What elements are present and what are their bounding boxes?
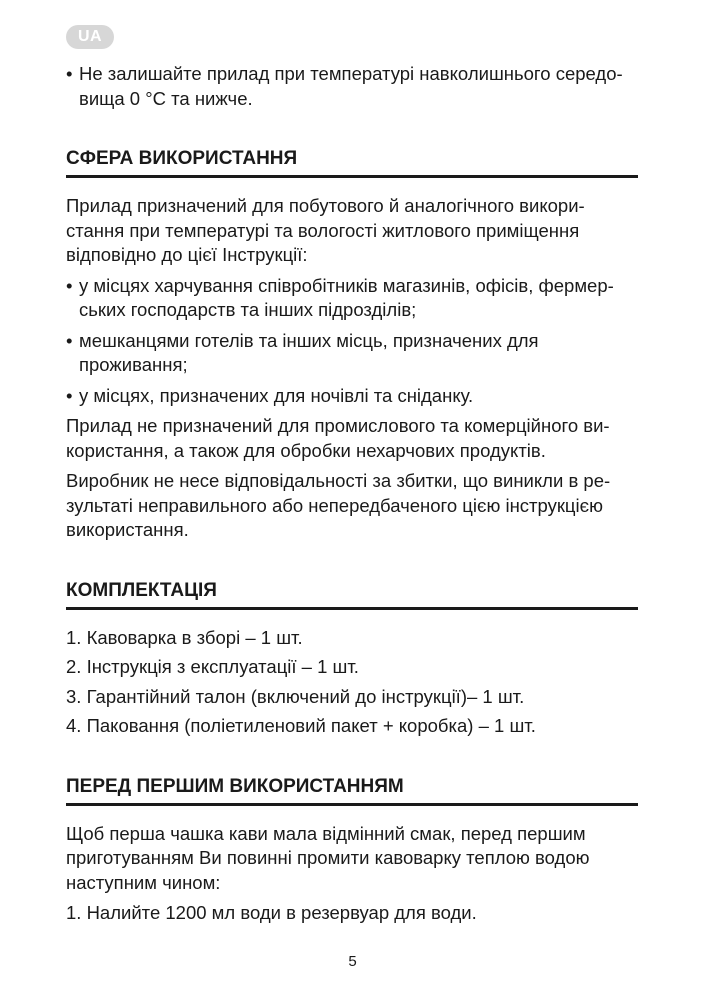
section-title-usage: СФЕРА ВИКОРИСТАННЯ: [66, 147, 638, 178]
usage-bullet: • у місцях харчування співробітників магазинів, офісів, фермер- ських господарств та інших підрозділів;: [66, 274, 638, 323]
first-use-section: [66, 822, 638, 926]
section-title-first-use: ПЕРЕД ПЕРШИМ ВИКОРИСТАННЯМ: [66, 775, 638, 806]
usage-paragraph-3: Виробник не несе відповідальності за збитки, що виникли в ре- зультаті неправильного або непередбаченого цією інструкцією використання.: [66, 470, 611, 540]
usage-paragraph-2: Прилад не призначений для промислового та комерційного ви- користання, а також для обробки нехарчових продуктів.: [66, 415, 610, 461]
usage-bullet: • у місцях, призначених для ночівлі та сніданку.: [66, 384, 638, 409]
section-title-kit: КОМПЛЕКТАЦІЯ: [66, 579, 638, 610]
kit-item: 3. Гарантійний талон (включений до інструкції)– 1 шт.: [66, 685, 525, 707]
usage-bullet: • мешканцями готелів та інших місць, призначених для проживання;: [66, 329, 638, 378]
language-badge: UA: [66, 25, 114, 49]
usage-section: [66, 194, 638, 543]
page-content: [66, 62, 638, 926]
intro-bullet: • Не залишайте прилад при температурі навколишнього середо- вища 0 °C та нижче.: [66, 62, 638, 111]
kit-item: 1. Кавоварка в зборі – 1 шт.: [66, 626, 303, 648]
kit-item: 2. Інструкція з експлуатації – 1 шт.: [66, 656, 359, 677]
first-use-paragraph: Щоб перша чашка кави мала відмінний смак, перед першим приготуванням Ви повинні промити кавоварку теплою водою наступним чином:: [66, 822, 590, 893]
usage-paragraph-1: Прилад призначений для побутового й аналогічного викори- стання при температурі та вологості житлового приміщення відповідно до цієї Інструкції:: [66, 195, 585, 265]
page-number: 5: [348, 953, 357, 970]
kit-item: 4. Паковання (поліетиленовий пакет + коробка) – 1 шт.: [66, 715, 536, 736]
kit-list: [66, 626, 638, 739]
first-use-step-1: 1. Налийте 1200 мл води в резервуар для води.: [66, 902, 477, 923]
